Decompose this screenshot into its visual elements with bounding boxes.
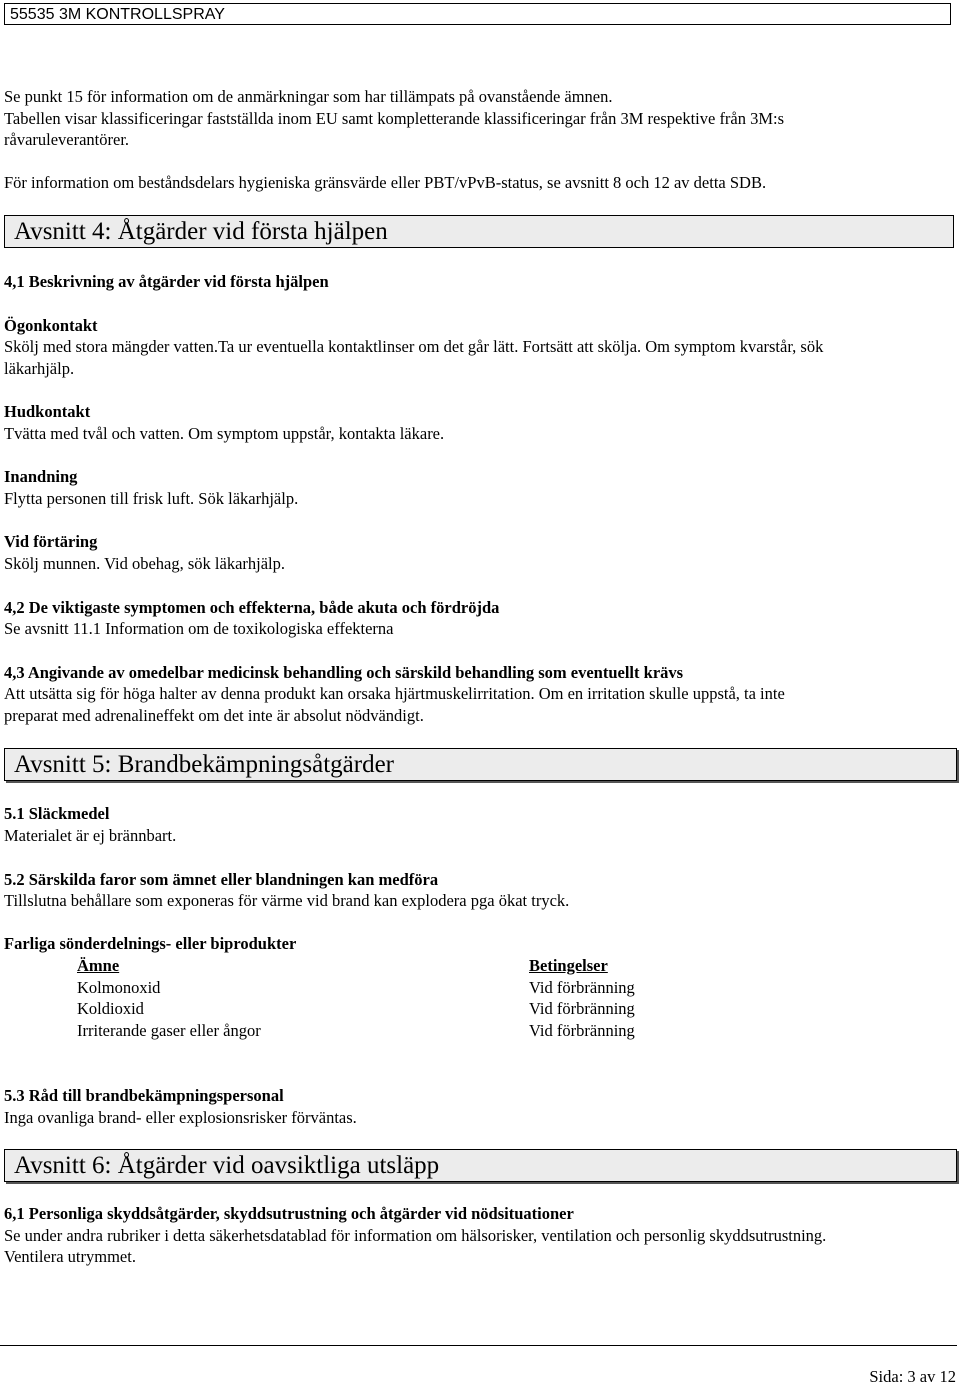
table-row-substance: Irriterande gaser eller ångor (77, 1021, 261, 1040)
product-name: 55535 3M KONTROLLSPRAY (10, 6, 225, 23)
table-row-substance: Kolmonoxid (77, 978, 161, 997)
inhalation-text: Flytta personen till frisk luft. Sök läkarhjälp. (4, 489, 299, 508)
subsection-5-1-text: Materialet är ej brännbart. (4, 826, 177, 845)
ingestion-title: Vid förtäring (4, 532, 98, 551)
intro-line-2: Tabellen visar klassificeringar fastställda inom EU samt kompletterande klassificeringar från 3M respektive från 3M:s (4, 109, 785, 128)
section-4-heading (4, 215, 954, 248)
eye-contact-line-1: Skölj med stora mängder vatten.Ta ur eventuella kontaktlinser om det går lätt. Fortsätt att skölja. Om symptom kvarstår, sök (4, 337, 824, 356)
hazardous-products-title: Farliga sönderdelnings- eller biprodukter (4, 934, 297, 953)
subsection-5-3-text: Inga ovanliga brand- eller explosionsrisker förväntas. (4, 1108, 357, 1127)
eye-contact-title: Ögonkontakt (4, 316, 98, 335)
section-5-heading (4, 748, 957, 781)
hazardous-products-table (0, 955, 960, 1045)
ingestion-text: Skölj munnen. Vid obehag, sök läkarhjälp. (4, 554, 285, 573)
table-header-substance: Ämne (77, 956, 120, 975)
subsection-5-2-text: Tillslutna behållare som exponeras för värme vid brand kan explodera pga ökat tryck. (4, 891, 570, 910)
subsection-4-2-text: Se avsnitt 11.1 Information om de toxikologiska effekterna (4, 619, 394, 638)
section-5-title: Avsnitt 5: Brandbekämpningsåtgärder (14, 751, 395, 778)
intro-line-4: För information om beståndsdelars hygieniska gränsvärde eller PBT/vPvB-status, se avsnitt 8 och 12 av detta SDB. (4, 173, 767, 192)
intro-line-1: Se punkt 15 för information om de anmärkningar som har tillämpats på ovanstående ämnen. (4, 87, 613, 106)
subsection-6-1-line-2: Ventilera utrymmet. (4, 1247, 136, 1266)
subsection-4-3-title: 4,3 Angivande av omedelbar medicinsk behandling och särskild behandling som eventuellt krävs (4, 663, 684, 682)
inhalation-title: Inandning (4, 467, 78, 486)
subsection-6-1-line-1: Se under andra rubriker i detta säkerhetsdatablad för information om hälsorisker, ventilation och personlig skyddsutrustning. (4, 1226, 827, 1245)
table-row-substance: Koldioxid (77, 999, 144, 1018)
subsection-6-1-title: 6,1 Personliga skyddsåtgärder, skyddsutrustning och åtgärder vid nödsituationer (4, 1204, 574, 1223)
subsection-4-3-line-1: Att utsätta sig för höga halter av denna produkt kan orsaka hjärtmuskelirritation. Om en irritation skulle uppstå, ta inte (4, 684, 785, 703)
skin-contact-title: Hudkontakt (4, 402, 91, 421)
section-6-title: Avsnitt 6: Åtgärder vid oavsiktliga utsläpp (14, 1152, 440, 1179)
intro-line-3: råvaruleverantörer. (4, 130, 130, 149)
subsection-5-3-title: 5.3 Råd till brandbekämpningspersonal (4, 1086, 284, 1105)
subsection-4-2-title: 4,2 De viktigaste symptomen och effekterna, både akuta och fördröjda (4, 598, 500, 617)
skin-contact-text: Tvätta med tvål och vatten. Om symptom uppstår, kontakta läkare. (4, 424, 445, 443)
table-header-conditions: Betingelser (529, 956, 608, 975)
subsection-5-1-title: 5.1 Släckmedel (4, 804, 110, 823)
page-number: Sida: 3 av 12 (869, 1367, 956, 1386)
eye-contact-line-2: läkarhjälp. (4, 359, 75, 378)
section-4-title: Avsnitt 4: Åtgärder vid första hjälpen (14, 218, 388, 245)
document-header (4, 3, 951, 25)
subsection-5-2-title: 5.2 Särskilda faror som ämnet eller blandningen kan medföra (4, 870, 439, 889)
subsection-4-3-line-2: preparat med adrenalineffekt om det inte är absolut nödvändigt. (4, 706, 424, 725)
footer-divider (0, 1345, 957, 1346)
section-6-heading (4, 1149, 957, 1182)
table-row-condition: Vid förbränning (529, 1021, 635, 1040)
table-row-condition: Vid förbränning (529, 999, 635, 1018)
subsection-4-1-title: 4,1 Beskrivning av åtgärder vid första hjälpen (4, 272, 329, 291)
table-row-condition: Vid förbränning (529, 978, 635, 997)
